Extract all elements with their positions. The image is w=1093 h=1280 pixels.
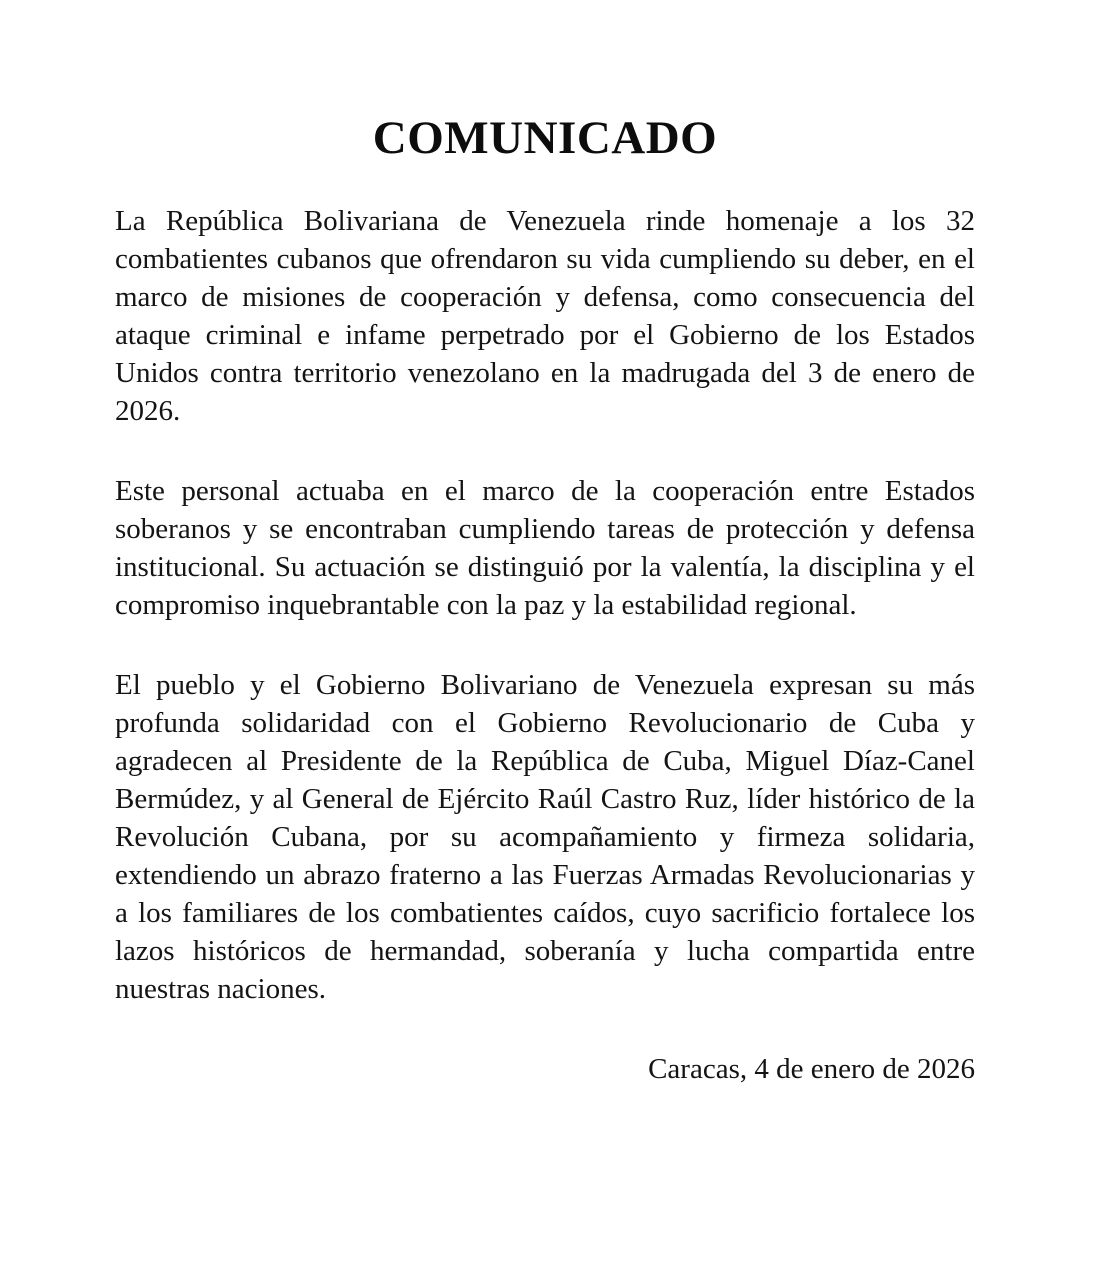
paragraph-solidarity: El pueblo y el Gobierno Bolivariano de Venezuela expresan su más profunda solidaridad con el Gobierno Revolucionario de Cuba y agradecen al Presidente de la República de Cuba, Miguel Díaz-Canel Bermúdez, y al General de Ejército Raúl Castro Ruz, líder histórico de la Revolución Cubana, por su acompañamiento y firmeza solidaria, extendiendo un abrazo fraterno a las Fuerzas Armadas Revolucionarias y a los familiares de los combatientes caídos, cuyo sacrificio fortalece los lazos históricos de hermandad, soberanía y lucha compartida entre nuestras naciones. — [115, 669, 975, 1006]
dateline: Caracas, 4 de enero de 2026 — [648, 1053, 975, 1086]
paragraph-homage: La República Bolivariana de Venezuela rinde homenaje a los 32 combatientes cubanos que ofrendaron su vida cumpliendo su deber, en el marco de misiones de cooperación y defensa, como consecuencia del ataque criminal e infame perpetrado por el Gobierno de los Estados Unidos contra territorio venezolano en la madrugada del 3 de enero de 2026. — [115, 205, 975, 428]
page-title: COMUNICADO — [372, 112, 718, 164]
paragraph-personnel: Este personal actuaba en el marco de la cooperación entre Estados soberanos y se encontraban cumpliendo tareas de protección y defensa institucional. Su actuación se distinguió por la valentía, la disciplina y el compromiso inquebrantable con la paz y la estabilidad regional. — [115, 475, 975, 622]
